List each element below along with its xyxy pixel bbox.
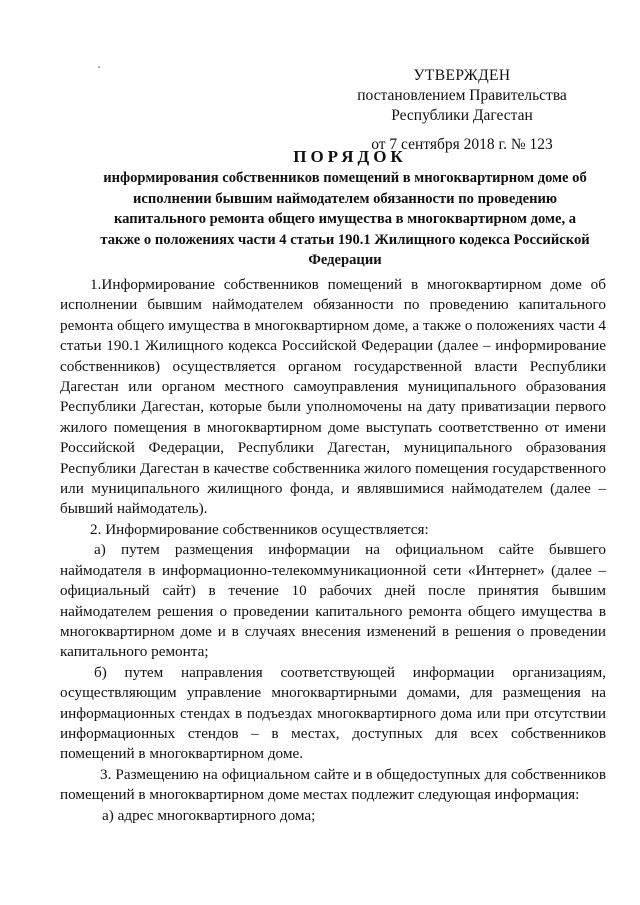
approval-heading: УТВЕРЖДЕН xyxy=(413,67,511,84)
paragraph-2a: а) путем размещения информации на официальном сайте бывшего наймодателя в информационно-телекоммуникационной сети «Интернет» (далее – официальный сайт) в течение 10 рабочих дней после принятия бывшим наймодателем решения о проведении капитального ремонта общего имущества в многоквартирном доме и в случаях внесения изменений в решения о проведении капитального ремонта; xyxy=(60,541,606,661)
approval-date: от 7 сентября 2018 г. № 123 xyxy=(371,136,553,153)
approval-stamp xyxy=(352,66,572,155)
paragraph-1: 1.Информирование собственников помещений в многоквартирном доме об исполнении бывшим наймодателем обязанности по проведению капитального ремонта общего имущества в многоквартирном доме, а также о положениях части 4 статьи 190.1 Жилищного кодекса Российской Федерации (далее – информирование собственников) осуществляется органом государственной власти Республики Дагестан или органом местного самоуправления муниципального образования Республики Дагестан, которые были уполномочены на дату приватизации первого жилого помещения в многоквартирном доме выступать соответственно от имени Российской Федерации, Республики Дагестан, муниципального образования Республики Дагестан в качестве собственника жилого помещения государственного или муниципального жилищного фонда, и являвшимися наймодателем (далее – бывший наймодатель). xyxy=(60,276,606,518)
document-title: ПОРЯДОК xyxy=(293,147,407,166)
approval-line-1: постановлением Правительства xyxy=(357,87,567,104)
document-subtitle: информирования собственников помещений в многоквартирном доме об исполнении бывшим наймодателем обязанности по проведению капитального ремонта общего имущества в многоквартирном доме, а также о положениях части 4 статьи 190.1 Жилищного кодекса Российской Федерации xyxy=(100,170,590,268)
paragraph-3: 3. Размещению на официальном сайте и в общедоступных для собственников помещений в многоквартирном доме местах подлежит следующая информация: xyxy=(60,765,606,804)
paragraph-2: 2. Информирование собственников осуществляется: xyxy=(90,520,429,538)
title-block xyxy=(95,146,595,271)
paragraph-2b: б) путем направления соответствующей информации организациям, осуществляющим управление многоквартирными домами, для размещения на информационных стендах в подъездах многоквартирного дома или при отсутствии информационных стендов – в местах, доступных для всех собственников помещений в многоквартирном доме. xyxy=(60,663,606,763)
approval-line-2: Республики Дагестан xyxy=(391,107,533,124)
paragraph-3a: а) адрес многоквартирного дома; xyxy=(102,806,316,824)
document-body xyxy=(60,275,606,826)
scan-speck xyxy=(98,66,100,68)
